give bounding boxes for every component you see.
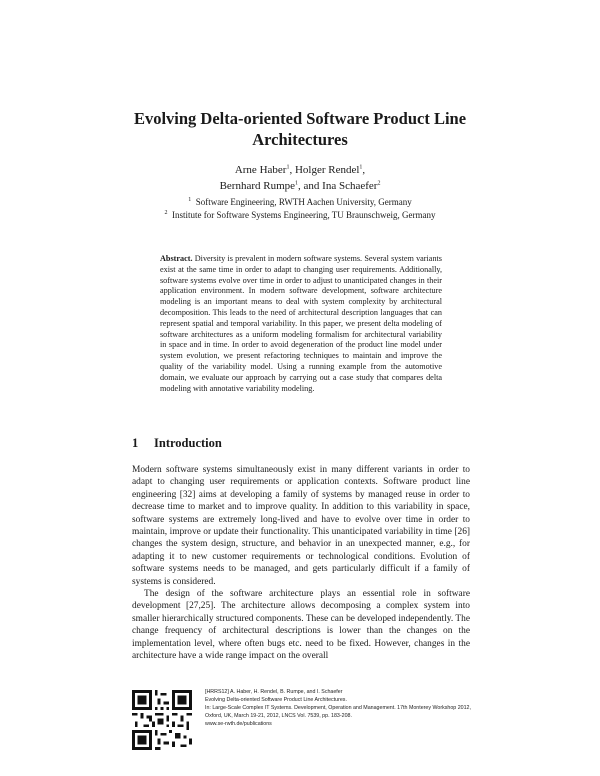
abstract-label: Abstract. — [160, 254, 193, 263]
author-name: Holger Rendel — [294, 164, 360, 176]
citation-block — [205, 688, 505, 728]
paragraph: Modern software systems simultaneously exist in many different variants in order to adapt to changing user requirements or application contexts. Software product line engineering [32] aims at developing a family of systems by managed reuse in order to decrease time to market and to improve quality. In addition to this variability in space, software systems are extremely long-lived and have to evolve over time in order to maintain, improve or update their functionality. This unanticipated variability in time [26] changes the system design, structure, and behavior in an unexpected manner, e.g., for adapting it to new customer requirements or technological conditions. Evolution of software systems needs to be managed, and gets particularly difficult if a family of systems is considered. — [132, 465, 470, 587]
authors-line-1: Arne Haber$^1$, Holger Rendel$^1$, — [234, 164, 366, 176]
abstract — [160, 254, 442, 394]
author-list — [100, 162, 500, 194]
paper-title — [100, 108, 500, 150]
section-title: Introduction — [154, 436, 222, 450]
qr-code-icon — [132, 690, 192, 750]
section-number: 1 — [132, 436, 139, 450]
author-mark: 1 — [359, 164, 363, 171]
section-heading — [132, 436, 222, 451]
author-name: Ina Schaefer — [322, 180, 378, 192]
abstract-text: Diversity is prevalent in modern software systems. Several system variants exist at the same time in order to adapt to changing user requirements. Additionally, software systems evolve over time in order to adjust to unanticipated changes in their application environment. In modern software development, software architecture modeling is an important means to deal with system complexity by architectural decomposition. This leads to the need of architectural description languages that can represent spatial and temporal variability. In this paper, we present delta modeling of software architectures as a uniform modeling formalism for architectural variability in space and in time. In order to avoid degeneration of the product line model under system evolution, we present refactoring techniques to maintain and improve the quality of the variability model. Using a running example from the automotive domain, we evaluate our approach by carrying out a case study that compares delta modeling with annotative variability modeling. — [160, 254, 442, 393]
body-text — [132, 464, 470, 663]
author-mark: 2 — [377, 180, 381, 187]
citation-line: Evolving Delta-oriented Software Product Line Architectures. — [205, 697, 347, 703]
title-line-1: Evolving Delta-oriented Software Product Line — [133, 109, 467, 128]
author-mark: 1 — [286, 164, 290, 171]
citation-line: Oxford, UK, March 19-21, 2012, LNCS Vol. 7539, pp. 183-208. — [205, 713, 352, 719]
citation-link[interactable]: www.se-rwth.de/publications — [205, 721, 272, 727]
authors-line-2: Bernhard Rumpe$^1$, and Ina Schaefer$^2$ — [219, 180, 381, 192]
author-name: Bernhard Rumpe — [219, 180, 296, 192]
paragraph: The design of the software architecture plays an essential role in software development [27,25]. The architecture allows decomposing a complex system into smaller hierarchically structured components. These can be developed independently. The change frequency of architectural descriptions is lower than the changes on the implementation level, where often bugs etc. need to be fixed. However, changes in the architecture have a wide range impact on the overall — [132, 589, 470, 662]
author-mark: 1 — [295, 180, 299, 187]
citation-line: In: Large-Scale Complex IT Systems. Development, Operation and Management. 17th Monterey Workshop 2012, — [205, 705, 471, 711]
citation-line: [HRRS12] A. Haber, H. Rendel, B. Rumpe, and I. Schaefer — [205, 689, 343, 695]
affiliation-1: $^1$ Software Engineering, RWTH Aachen University, Germany — [188, 197, 412, 207]
title-line-2: Architectures — [252, 130, 348, 149]
affiliation-2: $^2$ Institute for Software Systems Engineering, TU Braunschweig, Germany — [164, 210, 436, 220]
author-name: Arne Haber — [234, 164, 287, 176]
affiliations — [100, 196, 500, 222]
